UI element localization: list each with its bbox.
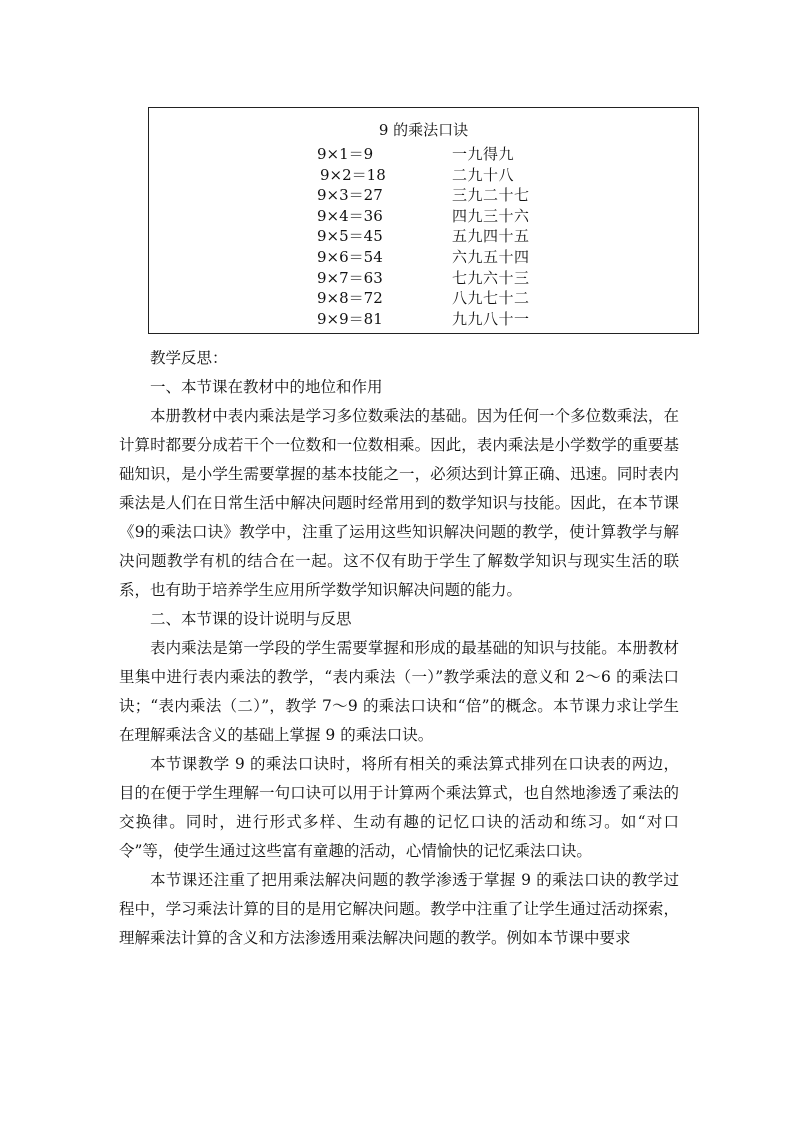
section2-heading: 二、本节课的设计说明与反思	[150, 610, 352, 628]
section2-paragraph-2: 本节课教学 9 的乘法口诀时，将所有相关的乘法算式排列在口诀表的两边，目的在便于学生理解一句口诀可以用于计算两个乘法算式，也自然地渗透了乘法的交换律。同时，进行形式多样、生动有趣的记忆口诀的活动和练习。如“对口令”等，使学生通过这些富有童趣的活动，心情愉快的记忆乘法口诀。	[119, 755, 679, 860]
table-row	[149, 165, 698, 186]
rhyme: 六九五十四	[452, 247, 530, 266]
rhyme: 二九十八	[452, 165, 515, 184]
section1-paragraph: 本册教材中表内乘法是学习多位数乘法的基础。因为任何一个多位数乘法，在计算时都要分成若干个一位数和一位数相乘。因此，表内乘法是小学数学的重要基础知识，是小学生需要掌握的基本技能之一，必须达到计算正确、迅速。同时表内乘法是人们在日常生活中解决问题时经常用到的数学知识与技能。因此，在本节课《9的乘法口诀》教学中，注重了运用这些知识解决问题的教学，使计算教学与解决问题教学有机的结合在一起。这不仅有助于学生了解数学知识与现实生活的联系，也有助于培养学生应用所学数学知识解决问题的能力。	[119, 407, 679, 599]
table-title: 9 的乘法口诀	[378, 121, 469, 139]
table-row	[149, 247, 698, 268]
rhyme: 三九二十七	[452, 186, 530, 205]
table-row	[149, 268, 698, 289]
equation: 9×6＝54	[317, 247, 383, 266]
rhyme: 七九六十三	[452, 268, 530, 287]
equation: 9×3＝27	[317, 186, 383, 205]
table-row	[149, 288, 698, 309]
table-row	[149, 185, 698, 206]
multiplication-table-box	[148, 107, 699, 334]
table-row	[149, 309, 698, 330]
table-row	[149, 226, 698, 247]
equation: 9×8＝72	[317, 289, 383, 308]
equation: 9×9＝81	[317, 309, 383, 328]
section2-paragraph-3: 本节课还注重了把用乘法解决问题的教学渗透于掌握 9 的乘法口诀的教学过程中，学习乘法计算的目的是用它解决问题。教学中注重了让学生通过活动探索，理解乘法计算的含义和方法渗透用乘法解决问题的教学。例如本节课中要求	[119, 871, 679, 947]
section2-paragraph-1: 表内乘法是第一学段的学生需要掌握和形成的最基础的知识与技能。本册教材里集中进行表内乘法的教学，“表内乘法（一）”教学乘法的意义和 2～6 的乘法口诀；“表内乘法（二）”，教学 7～9 的乘法口诀和“倍”的概念。本节课力求让学生在理解乘法含义的基础上掌握 9 的乘法口诀。	[119, 639, 679, 744]
rhyme: 五九四十五	[452, 227, 530, 246]
equation: 9×4＝36	[317, 206, 383, 225]
equation: 9×7＝63	[317, 268, 383, 287]
reflection-label: 教学反思：	[150, 349, 228, 367]
reflection-text	[119, 344, 679, 953]
equation: 9×1＝9	[317, 145, 374, 163]
table-row	[149, 206, 698, 227]
equation: 9×2＝18	[320, 165, 386, 184]
equation: 9×5＝45	[317, 227, 383, 246]
section1-heading: 一、本节课在教材中的地位和作用	[150, 378, 383, 396]
rhyme: 九九八十一	[452, 309, 530, 328]
rhyme: 四九三十六	[452, 206, 530, 225]
table-rows	[149, 144, 698, 329]
rhyme: 八九七十二	[452, 289, 530, 308]
table-row	[149, 144, 698, 165]
rhyme: 一九得九	[452, 145, 515, 163]
